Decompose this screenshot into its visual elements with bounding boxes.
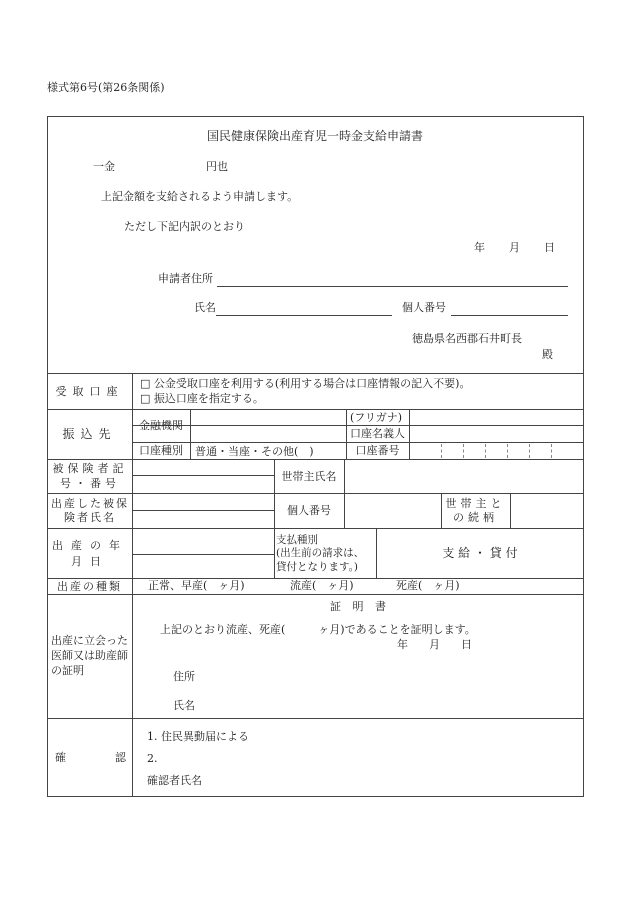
date-day: 日 [544,241,555,254]
account-number-label: 口座番号 [355,444,400,458]
birth-type-normal[interactable]: 正常、早産( ヶ月) [148,579,245,592]
confirmation-item-2[interactable]: 2. [147,752,158,765]
birth-date-label: 出産の年月日 [52,539,128,568]
account-section-label: 受取口座 [55,384,124,398]
account-type-options[interactable]: 普通・当座・その他( ) [195,445,314,458]
applicant-personal-number-field[interactable] [451,315,568,316]
option-public-account[interactable]: □ 公金受取口座を利用する(利用する場合は口座情報の記入不要)。 [140,377,471,390]
account-type-label: 口座種別 [139,444,183,458]
certificate-title: 証 明 書 [330,600,390,613]
request-text: 上記金額を支給されるよう申請します。 [101,190,299,203]
confirmer-name-label: 確認者氏名 [147,774,202,787]
certification-label: 出産に立会った医師又は助産師の証明 [51,634,128,677]
birth-type-stillbirth[interactable]: 死産( ヶ月) [396,579,460,592]
insured-symbol-label: 被保険者記号・番号 [52,462,128,490]
amount-prefix: 一金 [93,160,115,173]
confirmation-item-1[interactable]: 1. 住民異動届による [147,730,249,743]
certificate-address-label: 住所 [173,670,195,683]
confirmation-label-2: 認 [115,751,126,765]
payment-type-label: 支払種別 (出生前の請求は、 貸付となります。) [276,534,365,573]
birth-insured-label: 出産した被保険者氏名 [51,496,129,524]
transfer-label: 振込先 [62,427,117,441]
option-transfer-account[interactable]: □ 振込口座を指定する。 [140,392,264,405]
applicant-personal-number-label: 個人番号 [402,301,446,314]
amount-suffix: 円也 [206,160,228,173]
addressee: 徳島県名西郡石井町長 [412,332,522,345]
certificate-month: 月 [429,638,440,651]
personal-number-label: 個人番号 [287,504,331,518]
relation-label: 世帯主との続柄 [445,496,506,524]
confirmation-label-1: 確 [55,751,66,765]
certificate-statement: 上記のとおり流産、死産( ヶ月)であることを証明します。 [160,623,476,636]
applicant-name-label: 氏名 [194,301,216,314]
householder-name-label: 世帯主氏名 [281,469,337,483]
confirmation-label [47,719,132,797]
honorific: 殿 [542,348,553,361]
certificate-year: 年 [397,638,408,651]
payment-options[interactable]: 支 給 ・ 貸 付 [442,546,518,560]
birth-type-miscarriage[interactable]: 流産( ヶ月) [290,579,354,592]
certificate-name-label: 氏名 [173,699,195,712]
proviso-text: ただし下記内訳のとおり [124,220,245,233]
furigana-label: (フリガナ) [350,411,403,424]
form-title: 国民健康保険出産育児一時金支給申請書 [206,129,423,143]
applicant-address-label: 申請者住所 [158,272,213,285]
applicant-address-field[interactable] [217,286,568,287]
birth-type-label: 出産の種類 [57,579,122,593]
account-holder-label: 口座名義人 [350,427,405,440]
bank-label: 金融機関 [139,419,183,433]
form-number: 様式第6号(第26条関係) [47,81,165,94]
certificate-day: 日 [461,638,472,651]
date-year: 年 [474,241,485,254]
applicant-name-field[interactable] [216,315,392,316]
date-month: 月 [509,241,520,254]
